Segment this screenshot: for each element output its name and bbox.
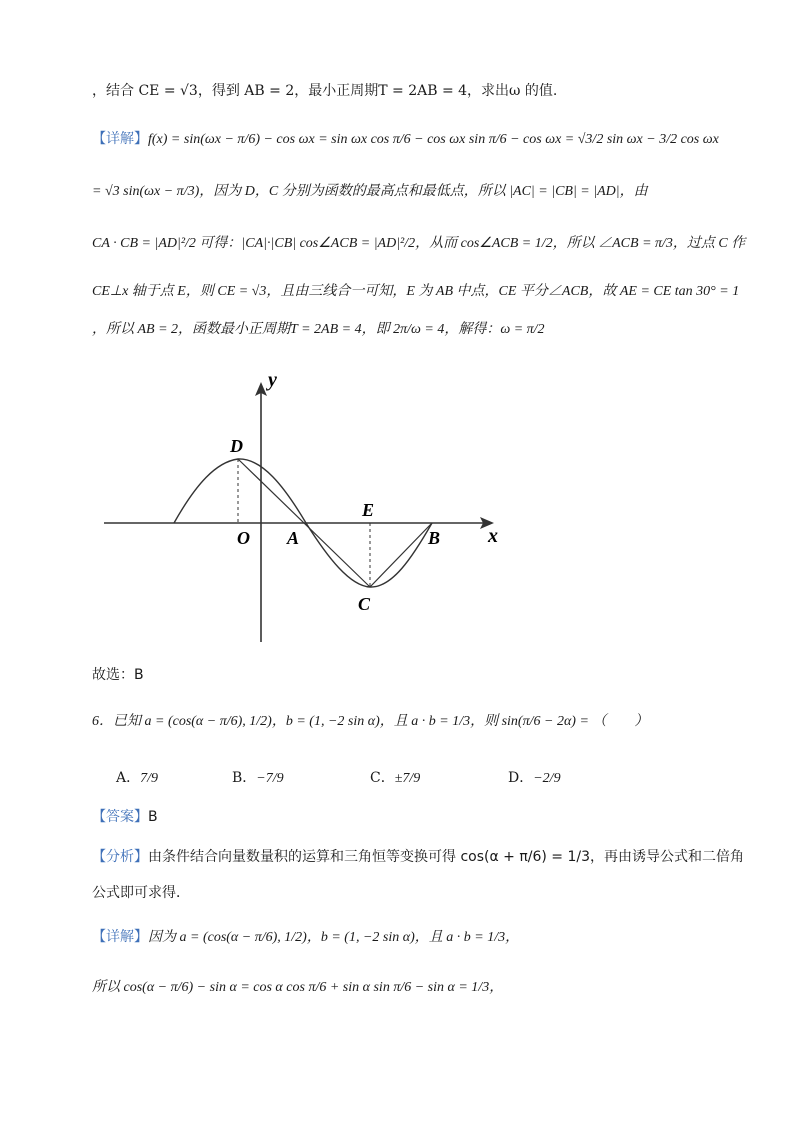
- answer-choice-text: 故选：B: [92, 667, 144, 683]
- analysis-line-2: [92, 882, 734, 904]
- label-b: B: [428, 528, 441, 548]
- line-6-text: ，所以 AB = 2，函数最小正周期T = 2AB = 4，即 2π/ω = 4，解得：ω = π/2: [92, 322, 545, 337]
- label-d: D: [230, 436, 243, 456]
- label-y: y: [268, 369, 277, 391]
- sine-graph: [100, 366, 510, 644]
- line-3-text: = √3 sin(ωx − π/3)，因为 D，C 分别为函数的最高点和最低点，所以 |AC| = |CB| = |AD|，由: [92, 184, 648, 199]
- answer-value: B: [148, 809, 158, 825]
- analysis-tag: 【分析】: [92, 849, 148, 865]
- detail-tag: 【详解】: [92, 131, 148, 147]
- line-4: [92, 232, 746, 255]
- label-x: x: [488, 525, 498, 547]
- option-d: D．−2/9: [508, 770, 561, 786]
- answer-tag: 【答案】: [92, 809, 148, 825]
- detail-text-2: 因为 a = (cos(α − π/6), 1/2)，b = (1, −2 sin α)，且 a · b = 1/3，: [148, 930, 520, 945]
- detail-text-3: 所以 cos(α − π/6) − sin α = cos α cos π/6 + sin α sin π/6 − sin α = 1/3，: [92, 980, 504, 995]
- answer-line: [92, 806, 734, 828]
- line-4-text: CA · CB = |AD|²/2 可得：|CA|·|CB| cos∠ACB = |AD|²/2，从而 cos∠ACB = 1/2，所以 ∠ACB = π/3，过点 C 作: [92, 236, 746, 251]
- options-row: [116, 760, 616, 796]
- label-e: E: [362, 500, 375, 520]
- option-a: A．7/9: [116, 770, 159, 786]
- analysis-text: 由条件结合向量数量积的运算和三角恒等变换可得 cos(α + π/6) = 1/3，再由诱导公式和二倍角: [148, 849, 745, 865]
- label-c: C: [358, 594, 371, 614]
- line-3: [92, 180, 734, 203]
- option-b: B．−7/9: [232, 770, 284, 786]
- line-2: [92, 128, 734, 151]
- line-5: [92, 280, 740, 303]
- line-2-text: f(x) = sin(ωx − π/6) − cos ωx = sin ωx cos π/6 − cos ωx sin π/6 − cos ωx = √3/2 sin ωx − 3/2 cos ωx: [148, 132, 719, 147]
- question-6: [92, 710, 734, 733]
- analysis-text-2: 公式即可求得．: [92, 885, 190, 901]
- line-1-text: ，结合 CE = √3，得到 AB = 2，最小正周期T = 2AB = 4，求出ω 的值.: [92, 83, 558, 99]
- line-6: [92, 318, 734, 341]
- label-o: O: [237, 528, 250, 548]
- detail-tag-2: 【详解】: [92, 929, 148, 945]
- analysis-line: [92, 846, 745, 868]
- line-5-text: CE⊥x 轴于点 E，则 CE = √3，且由三线合一可知，E 为 AB 中点，CE 平分∠ACB，故 AE = CE tan 30° = 1: [92, 284, 740, 299]
- question-6-text: 6．已知 a = (cos(α − π/6), 1/2)，b = (1, −2 sin α)，且 a · b = 1/3，则 sin(π/6 − 2α) = （ ）: [92, 714, 649, 729]
- detail-line-3: [92, 976, 734, 999]
- option-c: C．±7/9: [370, 770, 421, 786]
- detail-line-2: [92, 926, 734, 949]
- line-1: [92, 80, 734, 102]
- answer-choice-line: [92, 664, 734, 686]
- segment-cb: [370, 523, 432, 587]
- label-a: A: [287, 528, 300, 548]
